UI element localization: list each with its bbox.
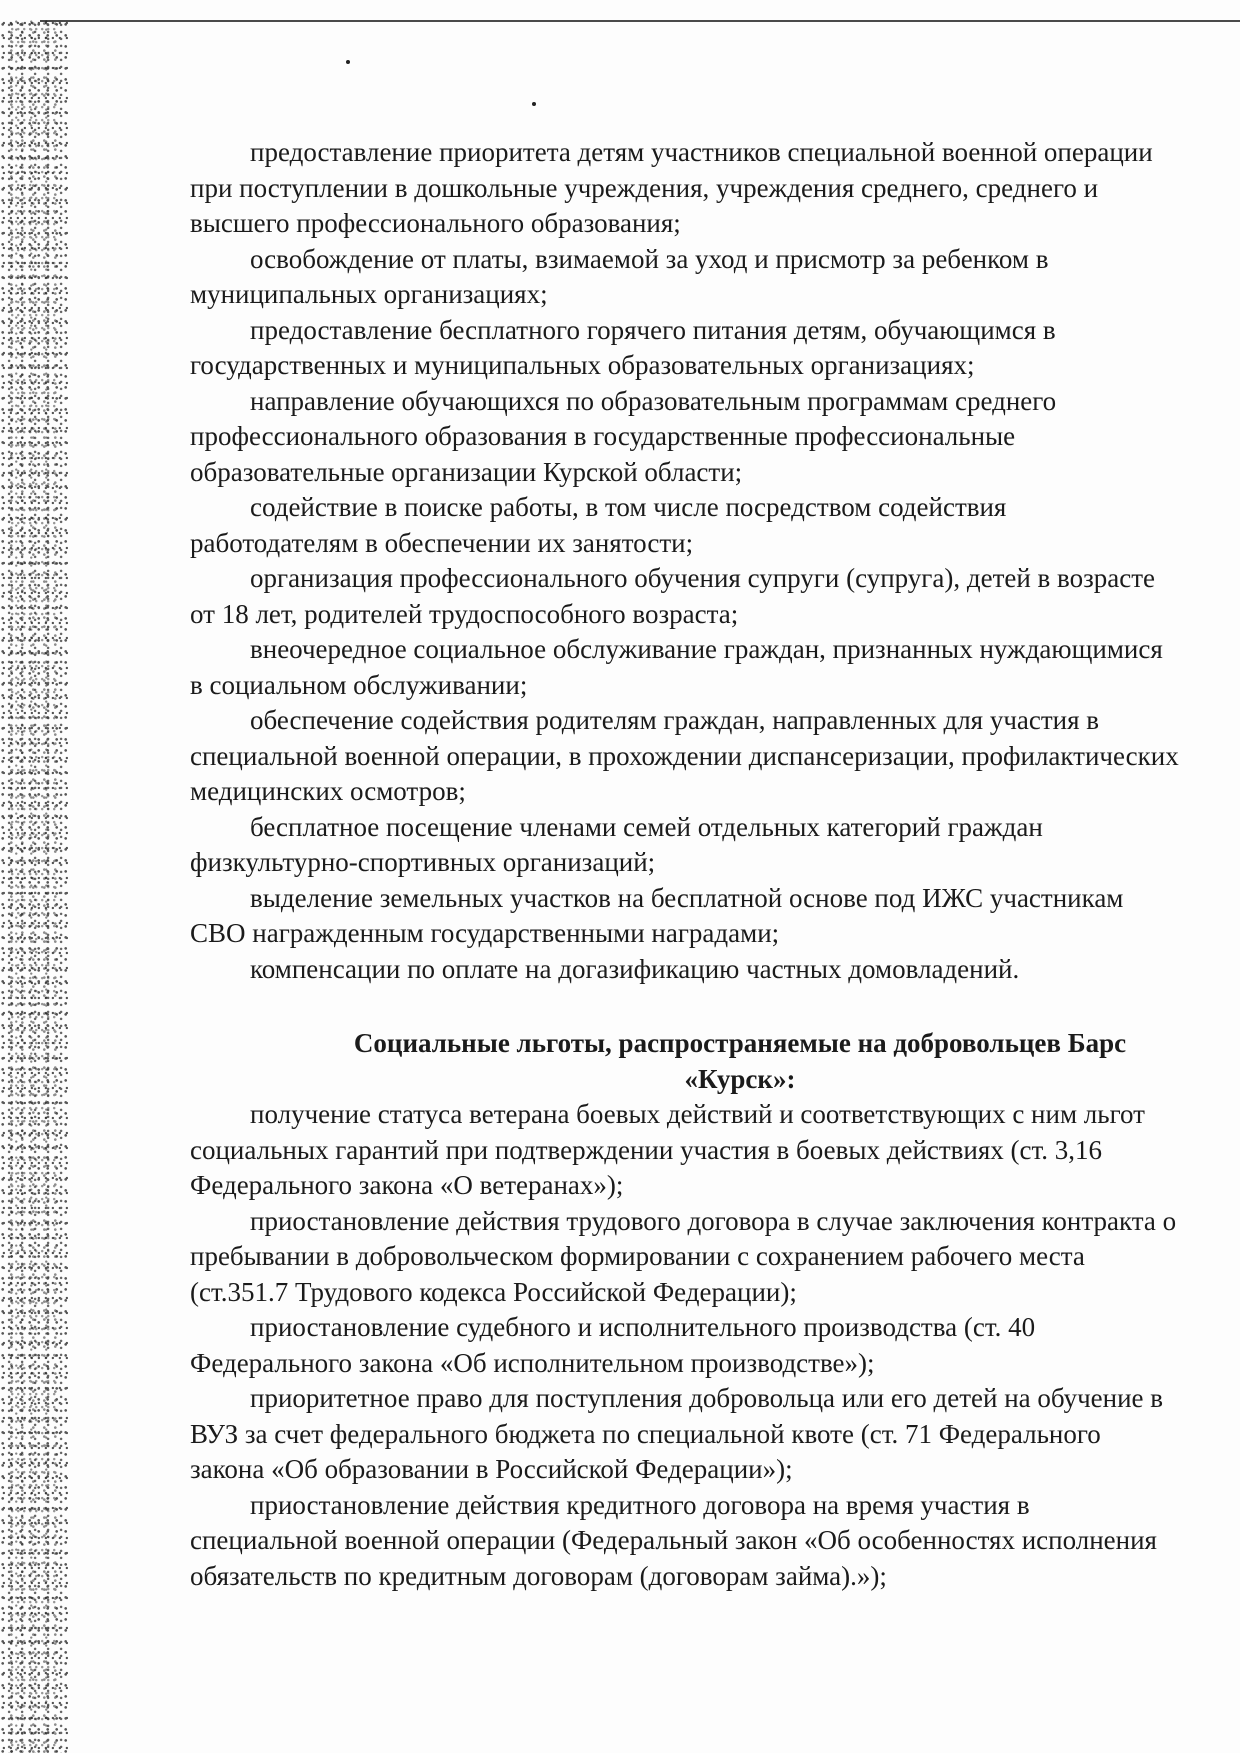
list-item: предоставление приоритета детям участников специальной военной операции при поступлении в дошкольные учреждения, учреждения среднего, среднего и высшего профессионального образования; xyxy=(190,137,1153,238)
list-item: предоставление бесплатного горячего питания детям, обучающимся в государственных и муниципальных образовательных организациях; xyxy=(190,314,1056,380)
scan-noise-edge-inner xyxy=(8,20,58,1753)
list-item: приоритетное право для поступления добровольца или его детей на обучение в ВУЗ за счет федерального бюджета по специальной квоте (ст. 71 Федерального закона «Об образовании в Российской Федерации»); xyxy=(190,1383,1164,1484)
list-item: освобождение от платы, взимаемой за уход и присмотр за ребенком в муниципальных организациях; xyxy=(190,243,1049,309)
list-item: выделение земельных участков на бесплатной основе под ИЖС участникам СВО награжденным государственными наградами; xyxy=(190,882,1124,948)
list-item: получение статуса ветерана боевых действий и соответствующих с ним льгот социальных гарантий при подтверждении участия в боевых действиях (ст. 3,16 Федерального закона «О ветеранах»); xyxy=(190,1099,1145,1200)
scan-speck xyxy=(532,102,536,106)
list-item: приостановление действия кредитного договора на время участия в специальной военной операции (Федеральный закон «Об особенностях исполнения обязательств по кредитным договорам (договорам займа).»); xyxy=(190,1489,1157,1591)
scan-speck xyxy=(346,60,350,64)
section-heading: Социальные льготы, распространяемые на добровольцев Барс «Курск»: xyxy=(353,1028,1127,1094)
list-item: компенсации по оплате на догазификацию частных домовладений. xyxy=(250,953,1020,984)
list-item: организация профессионального обучения супруги (супруга), детей в возрасте от 18 лет, родителей трудоспособного возраста; xyxy=(190,563,1156,629)
list-item: внеочередное социальное обслуживание граждан, признанных нуждающимися в социальном обслуживании; xyxy=(190,634,1163,700)
scan-top-border xyxy=(40,20,1240,22)
list-item: приостановление действия трудового договора в случае заключения контракта о пребывании в добровольческом формировании с сохранением рабочего места (ст.351.7 Трудового кодекса Российской Федерации); xyxy=(190,1205,1177,1307)
list-item: обеспечение содействия родителям граждан, направленных для участия в специальной военной операции, в прохождении диспансеризации, профилактических медицинских осмотров; xyxy=(190,705,1179,806)
list-item: бесплатное посещение членами семей отдельных категорий граждан физкультурно-спортивных организаций; xyxy=(190,811,1043,877)
list-item: приостановление судебного и исполнительного производства (ст. 40 Федерального закона «Об исполнительном производстве»); xyxy=(190,1312,1036,1378)
document-body xyxy=(190,135,1180,1594)
list-item: содействие в поиске работы, в том числе посредством содействия работодателям в обеспечении их занятости; xyxy=(190,492,1007,558)
list-item: направление обучающихся по образовательным программам среднего профессионального образования в государственные профессиональные образовательные организации Курской области; xyxy=(190,385,1057,487)
